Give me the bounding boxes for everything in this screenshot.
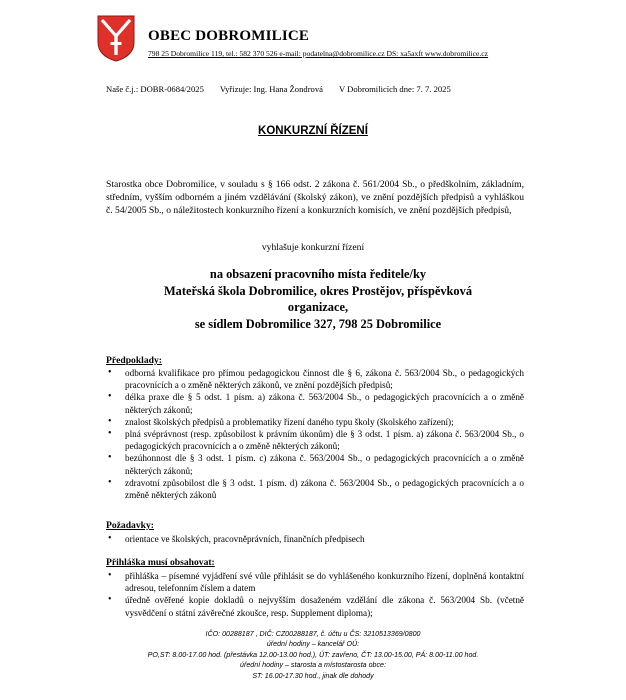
section-heading-pozadavky: Požadavky: — [106, 520, 154, 531]
document-title: KONKURZNÍ ŘÍZENÍ — [258, 125, 368, 137]
position-line-2: Mateřská škola Dobromilice, okres Prostějov, příspěvková organizace, — [163, 283, 473, 314]
page-footer — [0, 629, 626, 681]
handled-by: Vyřizuje: Ing. Hana Žondrová — [219, 84, 323, 94]
our-reference: Naše č.j.: DOBR-0684/2025 — [106, 84, 204, 94]
pozadavky-list — [106, 533, 524, 545]
list-item: • plná svéprávnost (resp. způsobilost k právním úkonům) dle § 3 odst. 1 písm. a) zákona č. 563/2004 Sb., o pedagogických pracovnících a o změně některých zákonů; — [106, 428, 524, 452]
reference-line — [106, 84, 465, 94]
list-item: • přihláška – písemné vyjádření své vůle přihlásit se do vyhlášeného konkurzního řízení, doplněná kontaktní adresou, telefonním číslem a datem — [106, 570, 524, 594]
list-item: • úředně ověřené kopie dokladů o nejvyšším dosaženém vzdělání dle zákona č. 563/2004 Sb. (včetně vysvědčení o státní závěrečné zkoušce, resp. Supplement diploma); — [106, 594, 524, 618]
section-heading-prihlaska: Přihláška musí obsahovat: — [106, 557, 215, 568]
list-item: • odborná kvalifikace pro přímou pedagogickou činnost dle § 6, zákona č. 563/2004 Sb., o pedagogických pracovnících a o změně některých zákonů, ve znění pozdějších předpisů; — [106, 367, 524, 391]
municipality-contact: 798 25 Dobromilice 119, tel.: 582 370 526 e-mail: podatelna@dobromilice.cz DS: xa5axft www.dobromilice.cz — [148, 49, 489, 58]
list-item: • délka praxe dle § 5 odst. 1 písm. a) zákona č. 563/2004 Sb., o pedagogických pracovnících a o změně některých zákonů; — [106, 391, 524, 415]
municipality-name: OBEC DOBROMILICE — [148, 28, 310, 44]
intro-paragraph: Starostka obce Dobromilice, v souladu s § 166 odst. 2 zákona č. 561/2004 Sb., o předškolním, základním, středním, vyšším odborném a jiném vzdělávání (školský zákon), ve znění pozdějších předpisů a vyhláškou č. 54/2005 Sb., o náležitostech konkurzního řízení a konkurzních komisích, ve znění pozdějších předpisů, — [106, 179, 524, 217]
predpoklady-list — [106, 367, 524, 501]
position-heading — [136, 266, 500, 332]
list-item: • zdravotní způsobilost dle § 3 odst. 1 písm. d) zákona č. 563/2004 Sb., o pedagogických pracovnících a o změně některých zákonů — [106, 477, 524, 501]
section-heading-predpoklady: Předpoklady: — [106, 355, 162, 366]
footer-mayor-hours-label: úřední hodiny – starosta a místostarosta obce: — [240, 661, 386, 670]
prihlaska-list — [106, 570, 524, 619]
footer-mayor-hours: ST: 16.00-17.30 hod., jinak dle dohody — [252, 671, 374, 680]
position-line-3: se sídlem Dobromilice 327, 798 25 Dobromilice — [194, 316, 442, 331]
footer-office-hours-label: úřední hodiny – kancelář OÚ: — [266, 640, 360, 649]
footer-ids: IČO: 00288187 , DIČ: CZ00288187, č. účtu u ČS: 3210513369/0800 — [205, 630, 421, 638]
position-line-1: na obsazení pracovního místa ředitele/ky — [209, 267, 427, 281]
list-item: • bezúhonnost dle § 3 odst. 1 písm. c) zákona č. 563/2004 Sb., o pedagogických pracovnících a o změně některých zákonů; — [106, 452, 524, 476]
list-item: • orientace ve školských, pracovněprávních, finančních předpisech — [106, 533, 524, 545]
footer-office-hours: PO,ST: 8.00-17.00 hod. (přestávka 12.00-13.00 hod.), ÚT: zavřeno, ČT: 13.00-15.00, PÁ: 8.00-11.00 hod. — [147, 650, 479, 659]
list-item: • znalost školských předpisů a problematiky řízení daného typu školy (školského zařízení); — [106, 416, 524, 428]
announcement-line: vyhlašuje konkurzní řízení — [261, 242, 365, 253]
place-and-date: V Dobromilicích dne: 7. 7. 2025 — [338, 84, 451, 94]
municipal-coat-of-arms — [96, 14, 136, 62]
